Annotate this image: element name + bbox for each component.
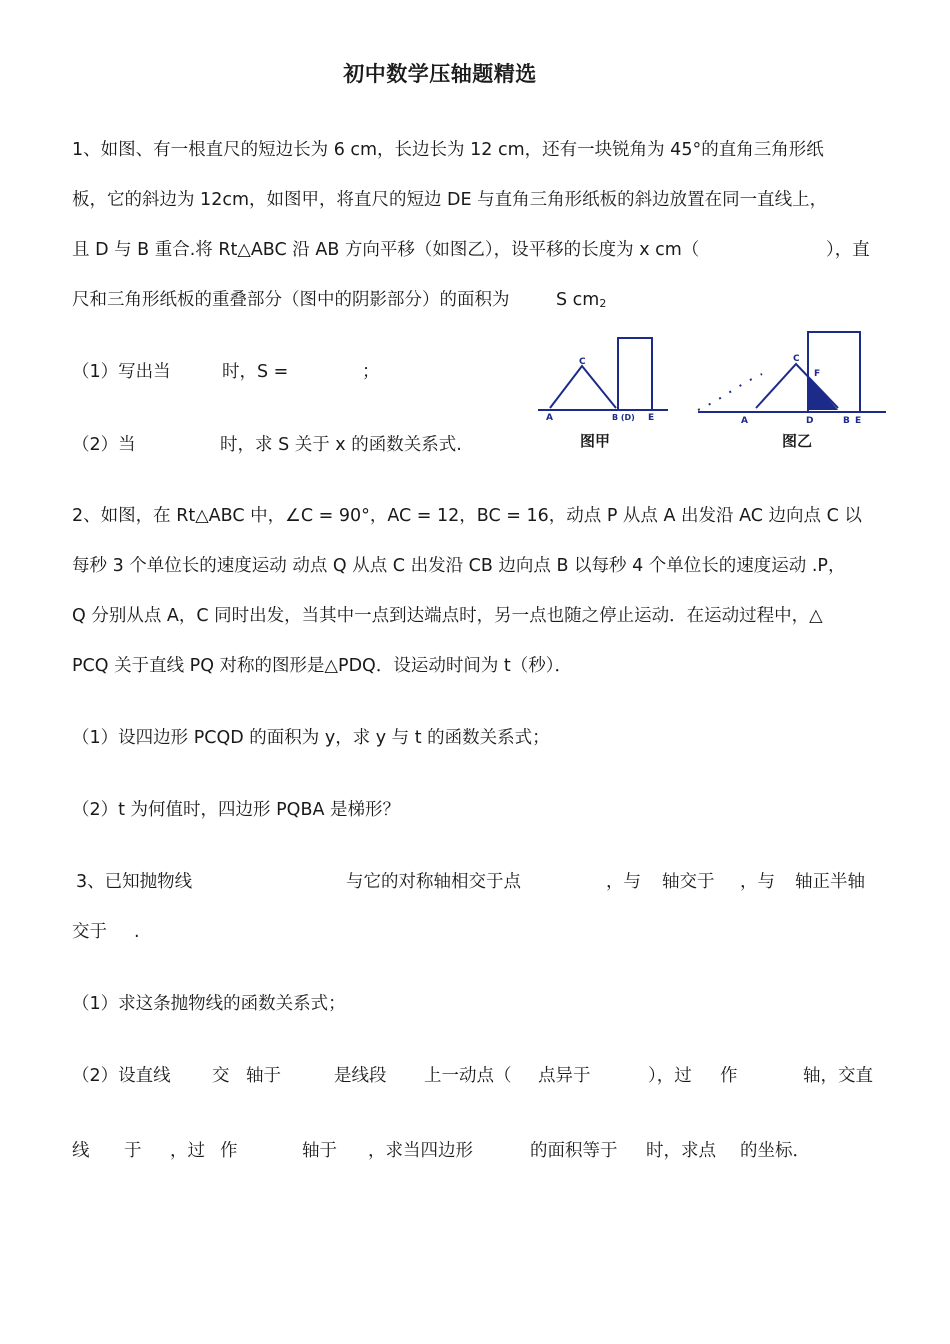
q3-sub3-part5: 轴于	[302, 1141, 337, 1161]
q3-sub2-part8: 作	[720, 1066, 738, 1086]
q3-sub3-part6: ，求当四边形	[368, 1141, 473, 1161]
q3-line1-part5: ，与	[740, 872, 775, 892]
q1-sub1-part2: 时，S =	[222, 362, 289, 382]
q3-sub2-part4: 是线段	[334, 1066, 387, 1086]
figure-a-ruler	[618, 338, 652, 410]
q3-line1-part4: 轴交于	[662, 872, 715, 892]
q1-sub2-part1: （2）当	[72, 435, 136, 455]
figure-a-caption: 图甲	[580, 432, 611, 450]
q3-sub3-part9: 的坐标．	[740, 1141, 810, 1161]
q3-line1-part2: 与它的对称轴相交于点	[346, 872, 521, 892]
q2-sub1: （1）设四边形 PCQD 的面积为 y，求 y 与 t 的函数关系式；	[72, 728, 550, 748]
q3-sub2-part7: ），过	[648, 1066, 692, 1086]
q3-sub3-part4: 作	[220, 1141, 238, 1161]
q3-sub3-part7: 的面积等于	[530, 1141, 618, 1161]
figure-b-label-b: B	[843, 416, 850, 426]
q1-sub1-part3: ；	[362, 362, 380, 382]
q1-line-4: 尺和三角形纸板的重叠部分（图中的阴影部分）的面积为	[72, 290, 510, 310]
figure-b-label-f: F	[814, 369, 821, 379]
figure-b-caption: 图乙	[782, 432, 813, 450]
figure-a-label-e: E	[648, 413, 655, 422]
q3-line1-part1: 3、已知抛物线	[76, 872, 193, 892]
q3-line1-part6: 轴正半轴	[795, 872, 865, 892]
q3-sub2-part1: （2）设直线	[72, 1066, 171, 1086]
q3-sub2-part6: 点异于	[538, 1066, 591, 1086]
q3-sub3-part2: 于	[124, 1141, 142, 1161]
q3-line2-part2: .	[134, 922, 140, 942]
figure-b-label-a: A	[741, 416, 748, 426]
q3-sub1: （1）求这条抛物线的函数关系式；	[72, 994, 346, 1014]
q1-area-unit	[556, 288, 606, 316]
figure-b-label-d: D	[806, 416, 814, 426]
q1-area-unit-text: S cm	[556, 290, 600, 310]
q2-line-1: 2、如图，在 Rt△ABC 中，∠C = 90°，AC = 12，BC = 16，动点 P 从点 A 出发沿 AC 边向点 C 以	[72, 506, 862, 526]
figure-a-label-c: C	[579, 357, 586, 367]
q2-line-3: Q 分别从点 A，C 同时出发，当其中一点到达端点时，另一点也随之停止运动．在运动过程中，△	[72, 606, 823, 626]
q2-sub2: （2）t 为何值时，四边形 PQBA 是梯形？	[72, 800, 400, 820]
q3-sub3-part8: 时，求点	[646, 1141, 716, 1161]
q3-sub2-part3: 轴于	[246, 1066, 281, 1086]
q2-line-2: 每秒 3 个单位长的速度运动 动点 Q 从点 C 出发沿 CB 边向点 B 以每秒 4 个单位长的速度运动 .P，	[72, 556, 846, 576]
q1-line-3: 且 D 与 B 重合.将 Rt△ABC 沿 AB 方向平移（如图乙），设平移的长度为 x cm（	[72, 240, 700, 260]
figure-b-label-c: C	[793, 354, 800, 364]
figure-b-label-e: E	[855, 416, 862, 426]
figure-a	[536, 330, 676, 422]
figure-b	[696, 326, 888, 426]
q1-sub1-part1: （1）写出当	[72, 362, 171, 382]
q1-line-1: 1、如图、有一根直尺的短边长为 6 cm，长边长为 12 cm，还有一块锐角为 45°的直角三角形纸	[72, 140, 824, 160]
q1-line-3-end: ），直	[826, 240, 870, 260]
q3-line1-part3: ，与	[606, 872, 641, 892]
figure-a-label-a: A	[546, 413, 553, 422]
q3-sub2-part9: 轴，交直	[803, 1066, 873, 1086]
q3-sub2-part2: 交	[212, 1066, 230, 1086]
figure-a-triangle	[550, 366, 616, 408]
q1-area-unit-exp: 2	[599, 297, 607, 310]
q1-line-2: 板，它的斜边为 12cm，如图甲，将直尺的短边 DE 与直角三角形纸板的斜边放置在同一直线上，	[72, 190, 828, 210]
page-title: 初中数学压轴题精选	[343, 62, 537, 86]
figure-b-shaded-overlap	[808, 376, 838, 410]
q3-line2-part1: 交于	[72, 922, 107, 942]
q3-sub3-part3: ，过	[170, 1141, 205, 1161]
q3-sub2-part5: 上一动点（	[424, 1066, 512, 1086]
q1-sub2-part2: 时，求 S 关于 x 的函数关系式.	[220, 435, 462, 455]
q3-sub3-part1: 线	[72, 1141, 90, 1161]
figure-b-original-position	[698, 374, 762, 410]
q2-line-4: PCQ 关于直线 PQ 对称的图形是△PDQ．设运动时间为 t（秒）．	[72, 656, 572, 676]
figure-a-label-bd: B (D)	[612, 413, 635, 422]
